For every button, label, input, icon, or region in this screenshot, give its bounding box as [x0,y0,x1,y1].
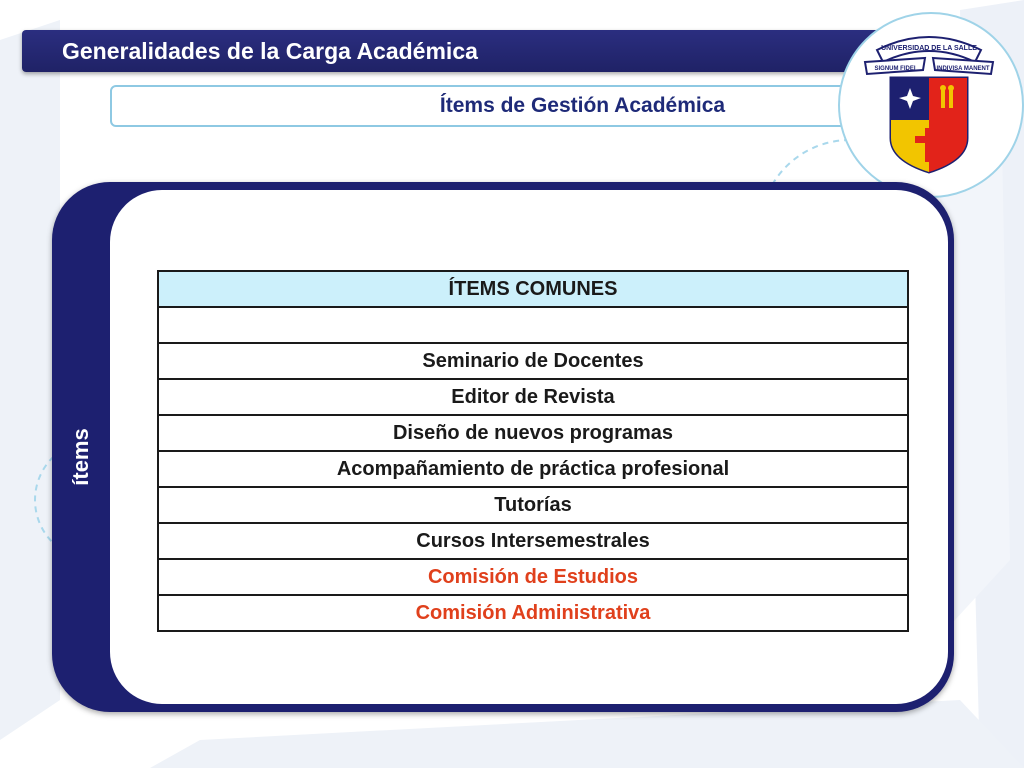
table-cell: Cursos Intersemestrales [158,523,908,559]
table-row [158,343,908,379]
table-cell-highlight: Comisión de Estudios [158,559,908,595]
logo-left-motto: SIGNUM FIDEI [874,66,916,72]
table-cell: Tutorías [158,487,908,523]
table-row [158,379,908,415]
table-row [158,307,908,343]
items-table [157,270,909,632]
table-cell: Acompañamiento de práctica profesional [158,451,908,487]
table-header: ÍTEMS COMUNES [158,271,908,307]
table-cell: Editor de Revista [158,379,908,415]
table-row [158,487,908,523]
table-row [158,595,908,631]
table-cell: Seminario de Docentes [158,343,908,379]
side-label-text: ítems [68,428,93,486]
subtitle-box [110,85,870,127]
table-cell: Diseño de nuevos programas [158,415,908,451]
table-row [158,559,908,595]
table-cell-highlight: Comisión Administrativa [158,595,908,631]
table-row [158,415,908,451]
table-cell [158,307,908,343]
page-title: Generalidades de la Carga Académica [62,38,478,64]
table-body [158,307,908,631]
table-header-row [158,271,908,307]
section-title: Ítems de Gestión Académica [439,94,726,117]
table-row [158,523,908,559]
logo-top-text: UNIVERSIDAD DE LA SALLE [881,45,977,52]
table-row [158,451,908,487]
university-shield-logo [863,28,995,178]
logo-right-motto: INDIVISA MANENT [936,66,990,72]
